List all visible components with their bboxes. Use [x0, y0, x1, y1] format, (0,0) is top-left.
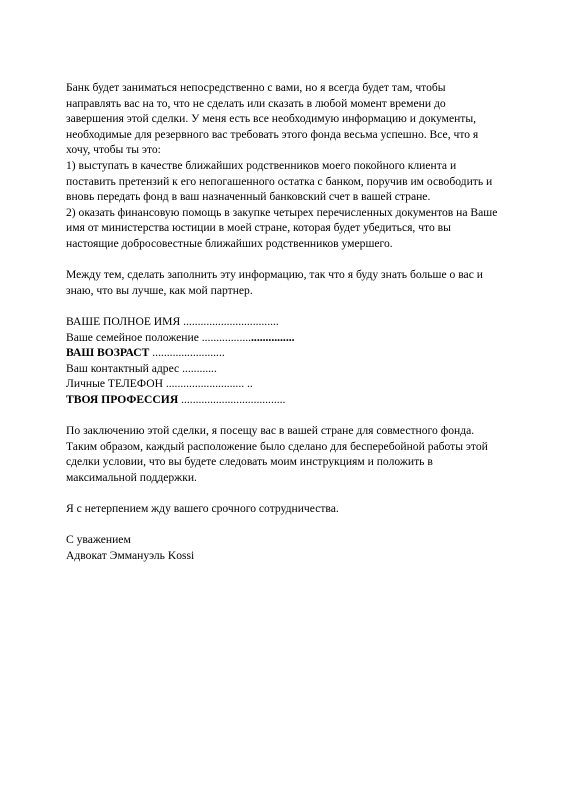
- field-marital-status: [66, 330, 506, 346]
- field-full-name: [66, 314, 506, 330]
- field-label: Личные ТЕЛЕФОН: [66, 377, 163, 391]
- paragraph-spacer: [66, 298, 506, 314]
- text-line: Банк будет заниматься непосредственно с вами, но я всегда будет там, чтобы: [66, 81, 446, 94]
- field-dots: .................................: [180, 314, 279, 328]
- signer-name: Адвокат Эммануэль Kossi: [66, 548, 195, 562]
- field-profession: [66, 392, 506, 408]
- field-dots-bold: ...............: [251, 330, 295, 344]
- field-label: ВАШЕ ПОЛНОЕ ИМЯ: [66, 314, 181, 328]
- text-line: 1) выступать в качестве ближайших родственников моего покойного клиента и: [66, 158, 457, 172]
- text-line: Я с нетерпением жду вашего срочного сотрудничества.: [66, 502, 339, 516]
- text-line: 2) оказать финансовую помощь в закупке четырех перечисленных документов на Ваше: [66, 205, 498, 219]
- paragraph-spacer: [66, 407, 506, 423]
- text-line: имя от министерства юстиции в моей стране, которая будет убедиться, что вы: [66, 221, 451, 235]
- field-phone: [66, 376, 506, 392]
- field-label: ВАШ ВОЗРАСТ: [66, 346, 150, 360]
- text-line: сделки условии, что вы будете следовать моим инструкциям и положить в: [66, 455, 433, 469]
- text-line: поставить претензий к его непогашенного остатка с банком, поручив им освободить и: [66, 174, 493, 188]
- paragraph-visit: [66, 423, 506, 485]
- paragraph-cooperation: [66, 501, 506, 517]
- field-contact-address: [66, 361, 506, 377]
- text-line: завершения этой сделки. У меня есть все необходимую информацию и документы,: [66, 112, 477, 126]
- text-line: Между тем, сделать заполнить эту информацию, так что я буду знать больше о вас и: [66, 268, 483, 282]
- field-age: [66, 345, 506, 361]
- field-dots: ............: [179, 361, 217, 375]
- paragraph-spacer: [66, 517, 506, 533]
- field-dots: ....................................: [178, 392, 286, 406]
- text-line: Таким образом, каждый расположение было сделано для бесперебойной работы этой: [66, 439, 488, 453]
- field-dots: .........................: [149, 346, 225, 360]
- text-line: вновь передать фонд в ваш назначенный банковский счет в вашей стране.: [66, 190, 431, 204]
- text-line: настоящие добросовестные ближайших родственников умершего.: [66, 236, 393, 250]
- text-line: направлять вас на то, что не сделать или сказать в любой момент времени до: [66, 96, 446, 110]
- closing-salutation: С уважением: [66, 533, 131, 547]
- field-dots: .................: [198, 330, 252, 344]
- letter-body: [66, 80, 506, 563]
- paragraph-intro: [66, 80, 506, 252]
- field-label: Ваш контактный адрес: [66, 361, 180, 375]
- text-line: знаю, что вы лучше, как мой партнер.: [66, 283, 253, 297]
- paragraph-spacer: [66, 485, 506, 501]
- field-label: Ваше семейное положение: [66, 330, 199, 344]
- info-form: [66, 314, 506, 408]
- field-dots: ........................... ..: [162, 377, 253, 391]
- text-line: максимальной поддержки.: [66, 470, 197, 484]
- signature-block: [66, 532, 506, 563]
- text-line: По заключению этой сделки, я посещу вас в вашей стране для совместного фонда.: [66, 424, 475, 438]
- field-label: ТВОЯ ПРОФЕССИЯ: [66, 392, 179, 406]
- text-line: необходимые для резервного вас требовать этого фонда весьма успешно. Все, что я: [66, 127, 479, 141]
- text-line: хочу, чтобы ты это:: [66, 143, 161, 157]
- paragraph-request: [66, 267, 506, 298]
- paragraph-spacer: [66, 252, 506, 268]
